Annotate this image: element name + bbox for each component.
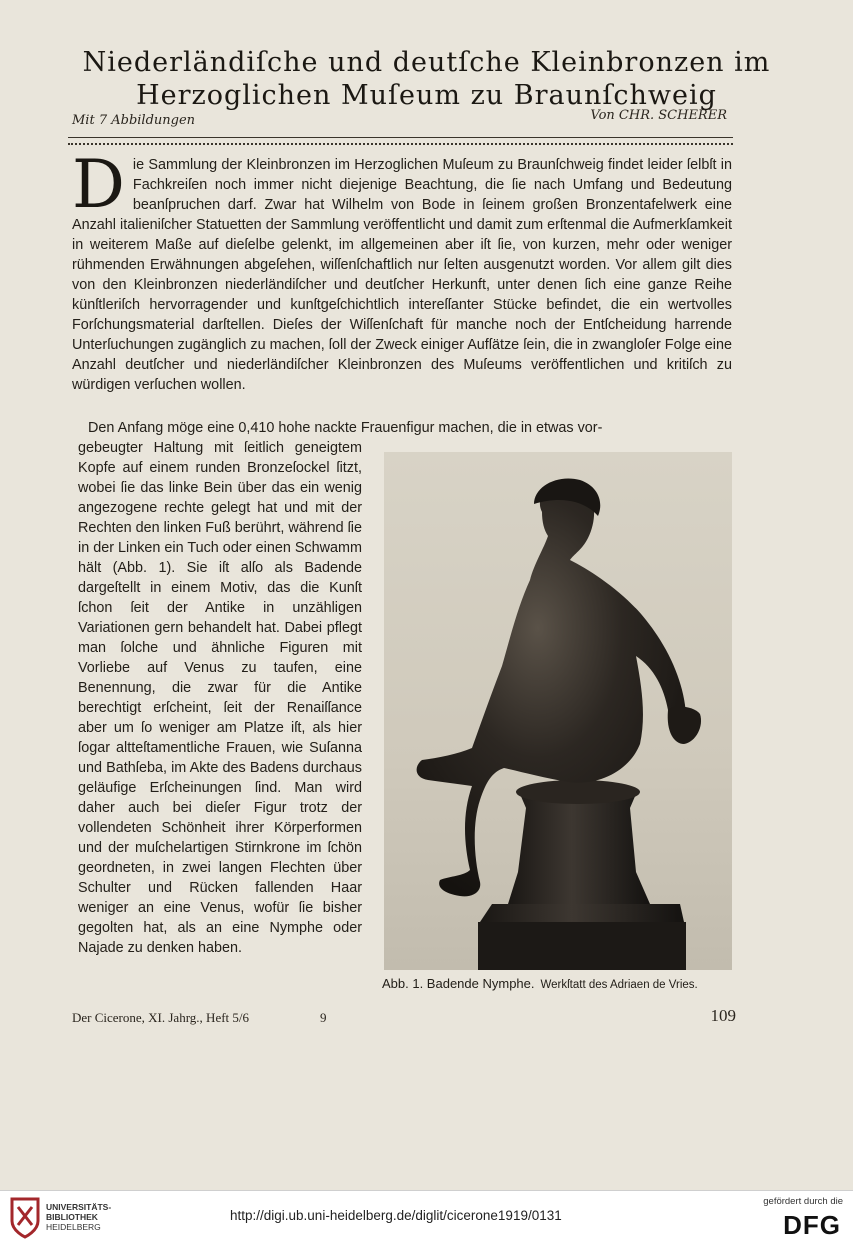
- caption-workshop: Werkſtatt des Adriaen de Vries.: [540, 979, 698, 991]
- signature-mark: 9: [320, 1010, 327, 1025]
- journal-reference: Der Cicerone, XI. Jahrg., Heft 5/6: [72, 1010, 250, 1025]
- illustrations-note: Mit 7 Abbildungen: [72, 113, 196, 128]
- figure-bathing-nymph: [384, 452, 732, 970]
- paragraph-1-text: ie Sammlung der Kleinbronzen im Herzoglichen Muſeum zu Braunſchweig findet leider ſelbſt in Fachkreiſen noch immer nicht diejenige Beachtung, die ſie nach Umfang und Bedeutung beanſpruchen darf. Zwar hat Wilhelm von Bode in ſeinem großen Bronzentafelwerk eine Anzahl italieniſcher Statuetten der Sammlung veröffentlicht und damit zum erſtenmal die Aufmerkſamkeit in weiterem Maße auf dieſelbe gelenkt, im allgemeinen aber iſt ſie, von kurzen, mehr oder weniger rühmenden Erwähnungen abgeſehen, wiſſenſchaftlich nur ſelten ausgenutzt worden. Vor allem gilt dies von den Kleinbronzen niederländiſcher und deutſcher Herkunft, unter denen ſich eine ganze Reihe künſtleriſch hervorragender und kunſtgeſchichtlich intereſſanter Stücke befindet, die ein wertvolles Forſchungsmaterial darſtellen. Dieſes der Wiſſenſchaft für manche noch der Entſcheidung harrende Unterſuchungen zugänglich zu machen, ſoll der Zweck einiger Aufſätze ſein, die in zwangloſer Folge eine Anzahl deutſcher und niederländiſcher Kleinbronzen des Muſeums veröffentlichen und kritiſch zu würdigen verſuchen wollen.: [72, 157, 732, 393]
- dfg-logo[interactable]: DFG: [783, 1210, 841, 1240]
- heidelberg-seal-icon[interactable]: [8, 1195, 42, 1243]
- drop-cap: D: [72, 146, 125, 223]
- page-number: 109: [710, 1006, 736, 1025]
- caption-title: Abb. 1. Badende Nymphe.: [382, 976, 535, 991]
- article-title-line1: Niederländiſche und deutſche Kleinbronzen im: [82, 47, 771, 78]
- funded-by-label: gefördert durch die: [763, 1196, 843, 1207]
- library-name[interactable]: [46, 1202, 111, 1232]
- library-name-line2: BIBLIOTHEK: [46, 1212, 98, 1222]
- figure-caption: [382, 976, 737, 991]
- paragraph-2-start: Den Anfang möge eine 0,410 hohe nackte Frauenfigur machen, die in etwas vor-: [88, 420, 603, 436]
- header-rule: [68, 137, 733, 145]
- paragraph-1: [72, 146, 732, 395]
- page-footer: [72, 1006, 736, 1030]
- author-line: Von CHR. SCHERER: [590, 108, 727, 123]
- library-name-line1: UNIVERSITÄTS-: [46, 1202, 112, 1212]
- paragraph-2-column: gebeugter Haltung mit ſeitlich geneigtem Kopfe auf einem runden Bronzeſockel ſitzt, wobei ſie das linke Bein über das ein wenig angezogene rechte gelegt hat und mit der Rechten den linken Fuß berührt, während ſie in der Linken ein Tuch oder einen Schwamm hält (Abb. 1). Sie iſt alſo als Badende dargeſtellt in einem Motiv, das die Kunſt ſchon ſeit der Antike in unzähligen Variationen gern behandelt hat. Dabei pflegt man ſolche und ähnliche Figuren mit Vorliebe auf Venus zu taufen, eine Benennung, die zwar für die Antike berechtigt erſcheint, ſeit der Renaiſſance aber um ſo weniger am Platze iſt, als hier ſogar altteſtamentliche Frauen, wie Suſanna und Bathſeba, im Akte des Badens durchaus geläufige Erſcheinungen ſind. Man wird daher auch bei dieſer Figur trotz der vollendeten Schönheit ihrer Körperformen und der muſchelartigen Stirnkrone im ſchön geordneten, in zwei langen Flechten über Schulter und Rücken fallenden Haar weniger an eine Venus, wofür ſie bisher gegolten hat, als an eine Nymphe oder Najade zu denken haben.: [78, 440, 362, 956]
- bronze-statuette-image: [384, 452, 732, 970]
- library-name-line3: HEIDELBERG: [46, 1222, 101, 1232]
- permalink-url[interactable]: http://digi.ub.uni-heidelberg.de/diglit/cicerone1919/0131: [230, 1208, 562, 1223]
- article-title-line2: Herzoglichen Muſeum zu Braunſchweig: [136, 80, 717, 111]
- viewer-bar: [0, 1190, 853, 1246]
